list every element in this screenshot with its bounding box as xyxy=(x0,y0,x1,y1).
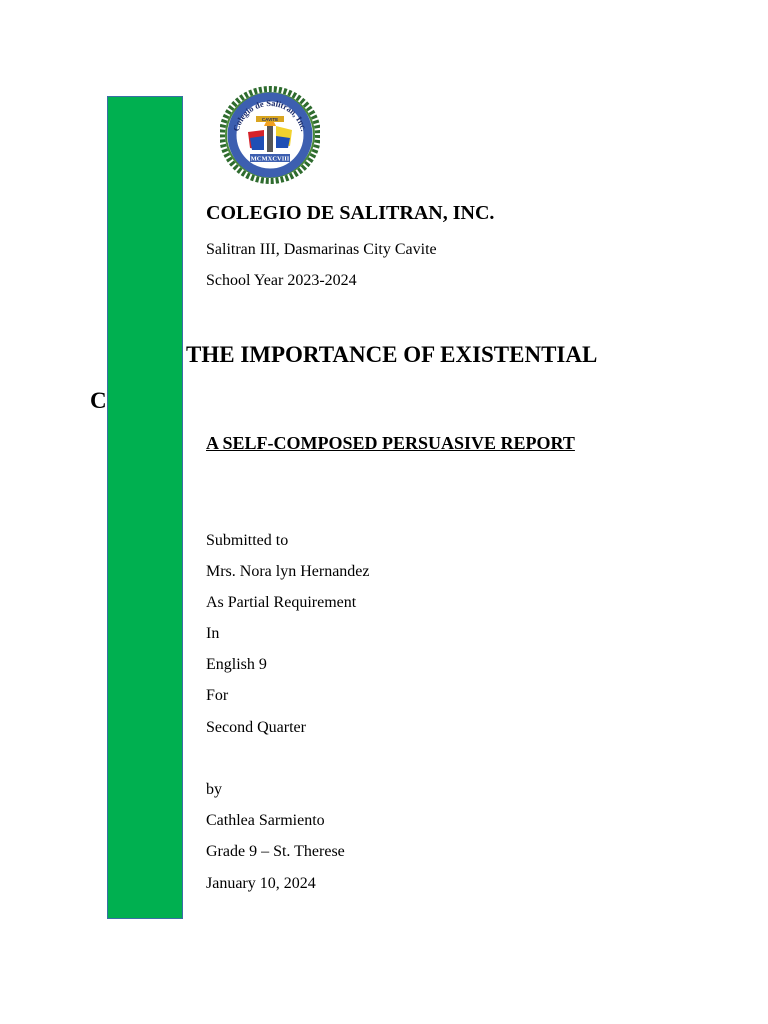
quarter-name: Second Quarter xyxy=(206,719,306,736)
seal-banner-text: CAVITE xyxy=(261,117,279,122)
green-side-bar xyxy=(107,96,183,919)
by-label: by xyxy=(206,781,222,798)
school-name: COLEGIO DE SALITRAN, INC. xyxy=(206,202,495,224)
report-title: THE IMPORTANCE OF EXISTENTIAL xyxy=(186,342,598,367)
teacher-name: Mrs. Nora lyn Hernandez xyxy=(206,563,370,580)
in-label: In xyxy=(206,625,220,642)
school-address: Salitran III, Dasmarinas City Cavite xyxy=(206,241,437,258)
author-name: Cathlea Sarmiento xyxy=(206,812,325,829)
seal-ring-text: Colegio de Salitran, Inc. xyxy=(230,97,310,133)
seal-year-text: MCMXCVIII xyxy=(250,155,290,163)
report-subtitle: A SELF-COMPOSED PERSUASIVE REPORT xyxy=(206,433,575,453)
school-seal-icon xyxy=(220,86,320,184)
stray-letter: C xyxy=(90,388,107,413)
for-label: For xyxy=(206,687,229,704)
partial-requirement-label: As Partial Requirement xyxy=(206,594,357,611)
school-year: School Year 2023-2024 xyxy=(206,272,357,289)
subject-name: English 9 xyxy=(206,656,267,673)
submitted-to-label: Submitted to xyxy=(206,532,289,549)
author-section: Grade 9 – St. Therese xyxy=(206,843,345,860)
submission-date: January 10, 2024 xyxy=(206,875,316,892)
